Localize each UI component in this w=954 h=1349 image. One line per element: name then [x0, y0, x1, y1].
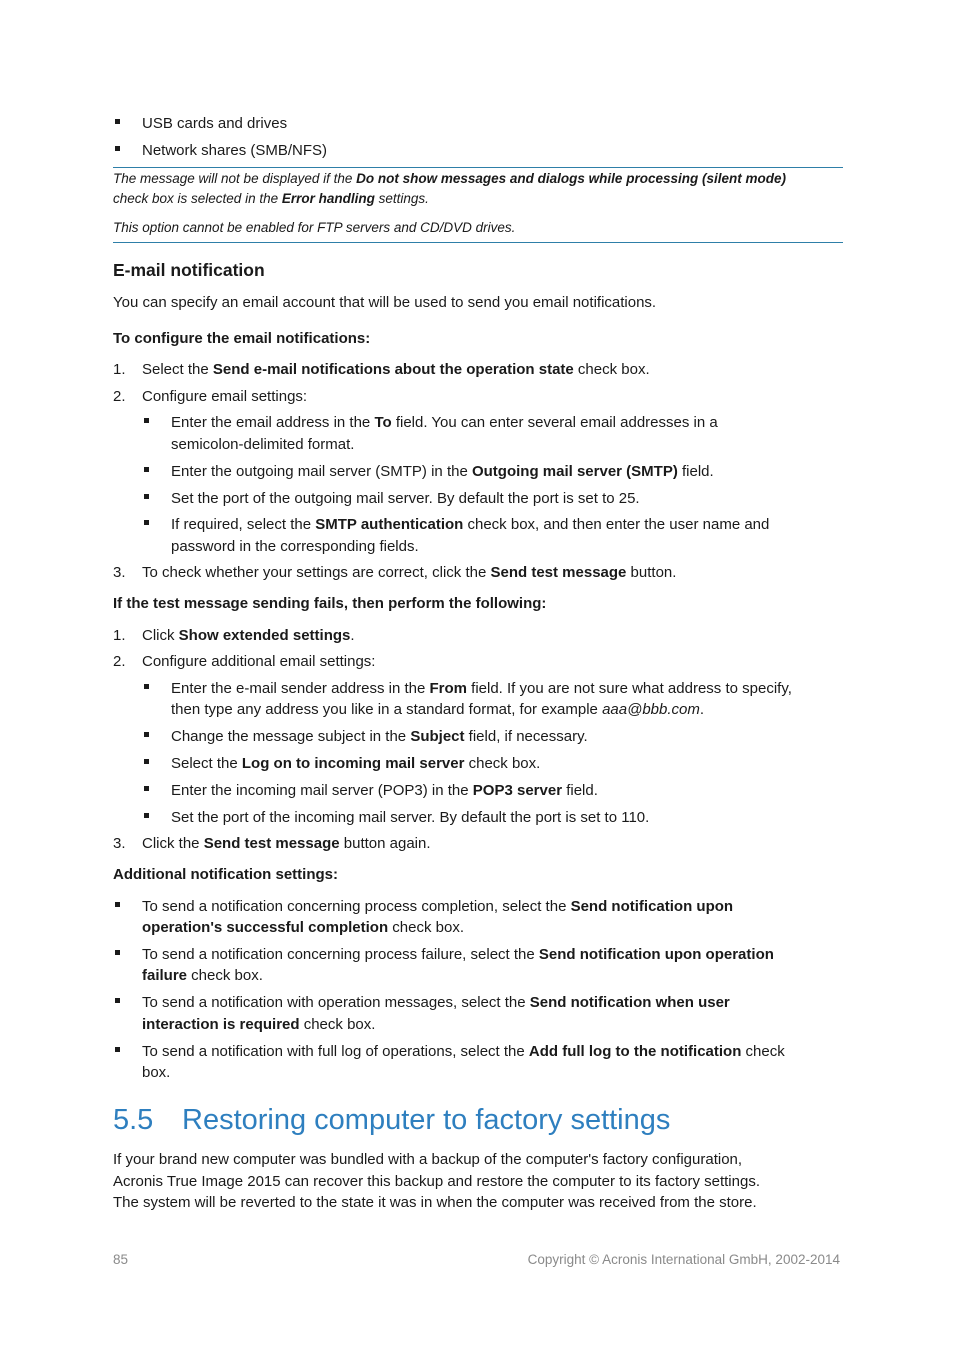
list-item: Set the port of the incoming mail server. By default the port is set to 110. [171, 809, 650, 826]
note-line: check box is selected in the Error handling settings. [113, 191, 429, 206]
paragraph-line: The system will be reverted to the state it was in when the computer was received from the store. [113, 1194, 757, 1211]
bullet-icon [144, 732, 149, 737]
step-text: To check whether your settings are correct, click the Send test message button. [142, 564, 677, 581]
list-item-continued: box. [142, 1064, 171, 1081]
note-top-rule [113, 167, 843, 168]
section-heading: E-mail notification [113, 260, 265, 280]
bullet-icon [115, 902, 120, 907]
list-item: If required, select the SMTP authentication check box, and then enter the user name and [171, 516, 770, 533]
step-number: 1. [113, 361, 126, 378]
list-item: Set the port of the outgoing mail server. By default the port is set to 25. [171, 490, 640, 507]
bullet-icon [115, 1047, 120, 1052]
list-item: To send a notification with operation messages, select the Send notification when user [142, 994, 730, 1011]
list-item: Enter the outgoing mail server (SMTP) in the Outgoing mail server (SMTP) field. [171, 463, 714, 480]
step-number: 3. [113, 835, 126, 852]
bullet-icon [144, 418, 149, 423]
step-text: Select the Send e-mail notifications about the operation state check box. [142, 361, 650, 378]
step-number: 2. [113, 388, 126, 405]
list-item: Enter the e-mail sender address in the From field. If you are not sure what address to specify, [171, 680, 792, 697]
bullet-icon [115, 998, 120, 1003]
paragraph-line: Acronis True Image 2015 can recover this backup and restore the computer to its factory settings. [113, 1173, 760, 1190]
step-text: Configure email settings: [142, 388, 308, 405]
bullet-icon [115, 146, 120, 151]
list-item: To send a notification concerning process failure, select the Send notification upon operation [142, 946, 774, 963]
list-item: Network shares (SMB/NFS) [142, 142, 328, 159]
step-text: Click Show extended settings. [142, 627, 355, 644]
list-item-continued: failure check box. [142, 967, 263, 984]
bullet-icon [115, 119, 120, 124]
step-number: 3. [113, 564, 126, 581]
bullet-icon [144, 467, 149, 472]
paragraph-line: If your brand new computer was bundled with a backup of the computer's factory configuration, [113, 1151, 743, 1168]
list-item: Enter the incoming mail server (POP3) in the POP3 server field. [171, 782, 598, 799]
list-item-continued: operation's successful completion check box. [142, 919, 464, 936]
note-line: This option cannot be enabled for FTP servers and CD/DVD drives. [113, 220, 516, 235]
list-item-continued: semicolon-delimited format. [171, 436, 355, 453]
list-item: To send a notification concerning process completion, select the Send notification upon [142, 898, 734, 915]
list-item-continued: password in the corresponding fields. [171, 538, 419, 555]
paragraph: You can specify an email account that will be used to send you email notifications. [113, 294, 657, 311]
bullet-icon [144, 684, 149, 689]
step-text: Configure additional email settings: [142, 653, 376, 670]
copyright: Copyright © Acronis International GmbH, 2002-2014 [527, 1252, 840, 1267]
bullet-icon [115, 950, 120, 955]
bullet-icon [144, 494, 149, 499]
subheading: To configure the email notifications: [113, 330, 371, 347]
list-item: To send a notification with full log of operations, select the Add full log to the notification check [142, 1043, 785, 1060]
page-number: 85 [113, 1252, 129, 1267]
bullet-icon [144, 759, 149, 764]
bullet-icon [144, 813, 149, 818]
bullet-icon [144, 520, 149, 525]
section-title: Restoring computer to factory settings [182, 1104, 671, 1136]
list-item: Change the message subject in the Subject field, if necessary. [171, 728, 588, 745]
step-text: Click the Send test message button again. [142, 835, 431, 852]
section-number: 5.5 [113, 1104, 154, 1136]
list-item: Enter the email address in the To field. You can enter several email addresses in a [171, 414, 718, 431]
step-number: 1. [113, 627, 126, 644]
list-item-continued: interaction is required check box. [142, 1016, 376, 1033]
list-item: Select the Log on to incoming mail server check box. [171, 755, 541, 772]
subheading: Additional notification settings: [113, 866, 338, 883]
step-number: 2. [113, 653, 126, 670]
note-bottom-rule [113, 242, 843, 243]
bullet-icon [144, 786, 149, 791]
note-line: The message will not be displayed if the Do not show messages and dialogs while processing (silent mode) [113, 171, 786, 186]
list-item-continued: then type any address you like in a standard format, for example aaa@bbb.com. [171, 701, 705, 718]
list-item: USB cards and drives [142, 115, 288, 132]
subheading: If the test message sending fails, then perform the following: [113, 595, 547, 612]
